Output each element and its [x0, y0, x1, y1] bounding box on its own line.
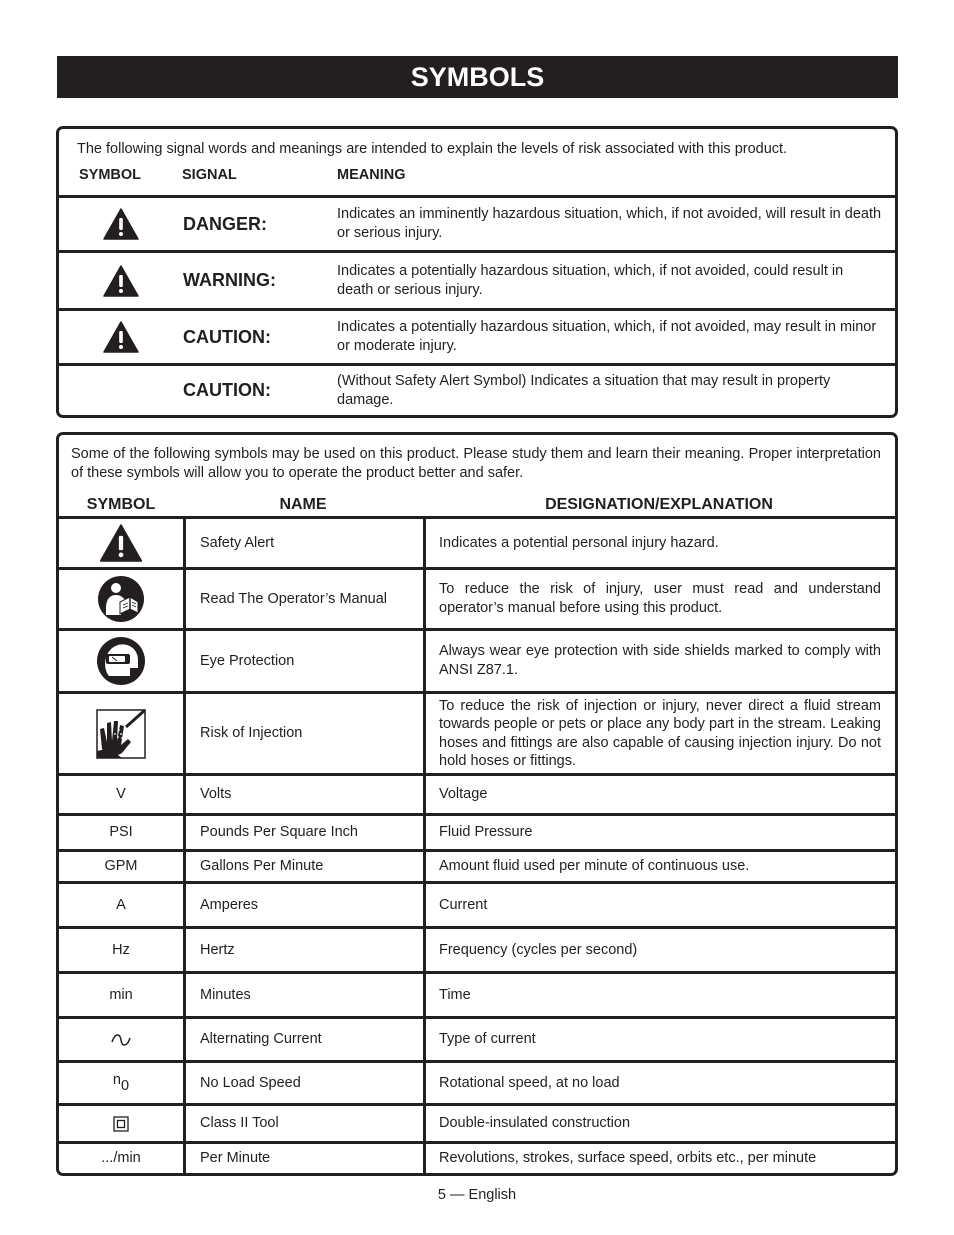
symbol-designation: To reduce the risk of injury, user must read and understand operator’s manual before using this product.: [423, 570, 895, 628]
signal-meaning: Indicates a potentially hazardous situation, which, if not avoided, may result in minor or moderate injury.: [337, 319, 877, 354]
symbol-text: .../min: [101, 1150, 141, 1166]
table-row: [59, 926, 895, 971]
symbol-designation: Frequency (cycles per second): [423, 929, 895, 971]
symbol-name: Pounds Per Square Inch: [183, 816, 423, 849]
symbol-designation: Rotational speed, at no load: [423, 1063, 895, 1103]
symbol-text: V: [116, 786, 126, 802]
symbol-name: Read The Operator’s Manual: [183, 570, 423, 628]
signal-meaning: (Without Safety Alert Symbol) Indicates a situation that may result in property damage.: [337, 372, 831, 408]
signal-label: WARNING:: [183, 270, 276, 290]
symbol-designation: Revolutions, strokes, surface speed, orbits etc., per minute: [423, 1144, 895, 1173]
signal-intro: The following signal words and meanings are intended to explain the levels of risk associated with this product.: [77, 141, 788, 157]
signal-meaning: Indicates an imminently hazardous situation, which, if not avoided, will result in death or serious injury.: [337, 206, 882, 241]
no-load-speed-symbol: [59, 1063, 183, 1103]
table-row: [59, 1060, 895, 1103]
symbol-designation: Current: [423, 884, 895, 926]
header-signal: SIGNAL: [182, 167, 237, 183]
signal-row-warning: [59, 250, 895, 308]
table-row: [59, 567, 895, 628]
symbol-designation: Time: [423, 974, 895, 1016]
header-symbol: SYMBOL: [79, 167, 142, 183]
signal-meaning: Indicates a potentially hazardous situation, which, if not avoided, could result in death or serious injury.: [337, 262, 844, 298]
alternating-current-icon: [59, 1019, 183, 1060]
symbol-subscript: 0: [121, 1078, 130, 1094]
signal-words-table: [56, 126, 898, 418]
symbol-designation: Indicates a potential personal injury hazard.: [423, 519, 895, 567]
table-row: [59, 516, 895, 567]
symbol-designation: Voltage: [423, 776, 895, 813]
table-row: [59, 1141, 895, 1173]
symbol-name: Minutes: [183, 974, 423, 1016]
symbol-designation: Type of current: [423, 1019, 895, 1060]
symbols-intro: Some of the following symbols may be used on this product. Please study them and learn their meaning. Proper interpretation of these symbols will allow you to operate the product better and safer.: [71, 446, 881, 481]
symbol-designation: Amount fluid used per minute of continuous use.: [423, 852, 895, 881]
header-symbol: SYMBOL: [86, 496, 156, 513]
header-name: NAME: [279, 496, 327, 513]
safety-alert-icon: [59, 311, 183, 363]
symbol-designation: Double-insulated construction: [423, 1106, 895, 1141]
symbol-text: min: [109, 986, 133, 1003]
table-row: [59, 971, 895, 1016]
symbol-designation: To reduce the risk of injection or injury, never direct a fluid stream towards people or pets or place any body part in the stream. Leaking hoses and fittings are also capable of causing injection injury. Do not hold hoses or fittings.: [423, 694, 895, 773]
symbol-name: Class II Tool: [183, 1106, 423, 1141]
symbol-text: Hz: [112, 941, 130, 958]
table-row: [59, 849, 895, 881]
page-title: SYMBOLS: [57, 56, 898, 98]
symbol-name: Hertz: [183, 929, 423, 971]
safety-alert-icon: [59, 253, 183, 308]
symbol-name: Risk of Injection: [183, 694, 423, 773]
symbol-name: Gallons Per Minute: [183, 852, 423, 881]
symbol-text: A: [116, 896, 126, 913]
symbol-text: PSI: [109, 824, 133, 840]
table-row: [59, 881, 895, 926]
table-row: [59, 1103, 895, 1141]
signal-label: CAUTION:: [183, 380, 271, 400]
class-ii-tool-icon: [59, 1106, 183, 1141]
signal-row-caution-property: [59, 363, 895, 415]
header-meaning: MEANING: [337, 167, 406, 183]
safety-alert-icon: [59, 519, 183, 567]
table-row: [59, 773, 895, 813]
symbol-designation: Always wear eye protection with side shields marked to comply with ANSI Z87.1.: [423, 631, 895, 691]
signal-label: DANGER:: [183, 213, 267, 234]
symbols-table: [56, 432, 898, 1176]
symbol-name: Safety Alert: [183, 519, 423, 567]
table-row: [59, 691, 895, 773]
symbol-name: Eye Protection: [183, 631, 423, 691]
eye-protection-icon: [59, 631, 183, 691]
read-manual-icon: [59, 570, 183, 628]
table-row: [59, 1016, 895, 1060]
safety-alert-icon: [59, 198, 183, 250]
symbol-designation: Fluid Pressure: [423, 816, 895, 849]
header-designation: DESIGNATION/EXPLANATION: [545, 496, 773, 513]
signal-label: CAUTION:: [183, 326, 271, 347]
symbol-name: Amperes: [183, 884, 423, 926]
table-row: [59, 813, 895, 849]
signal-row-caution: [59, 308, 895, 363]
injection-risk-icon: [59, 694, 183, 773]
symbol-name: Alternating Current: [183, 1019, 423, 1060]
symbol-text: n: [112, 1072, 121, 1088]
symbol-text: GPM: [104, 858, 138, 874]
table-row: [59, 628, 895, 691]
symbol-name: Volts: [183, 776, 423, 813]
symbol-name: No Load Speed: [183, 1063, 423, 1103]
symbol-name: Per Minute: [183, 1144, 423, 1173]
signal-row-danger: [59, 195, 895, 250]
page-footer: 5 — English: [437, 1187, 517, 1203]
